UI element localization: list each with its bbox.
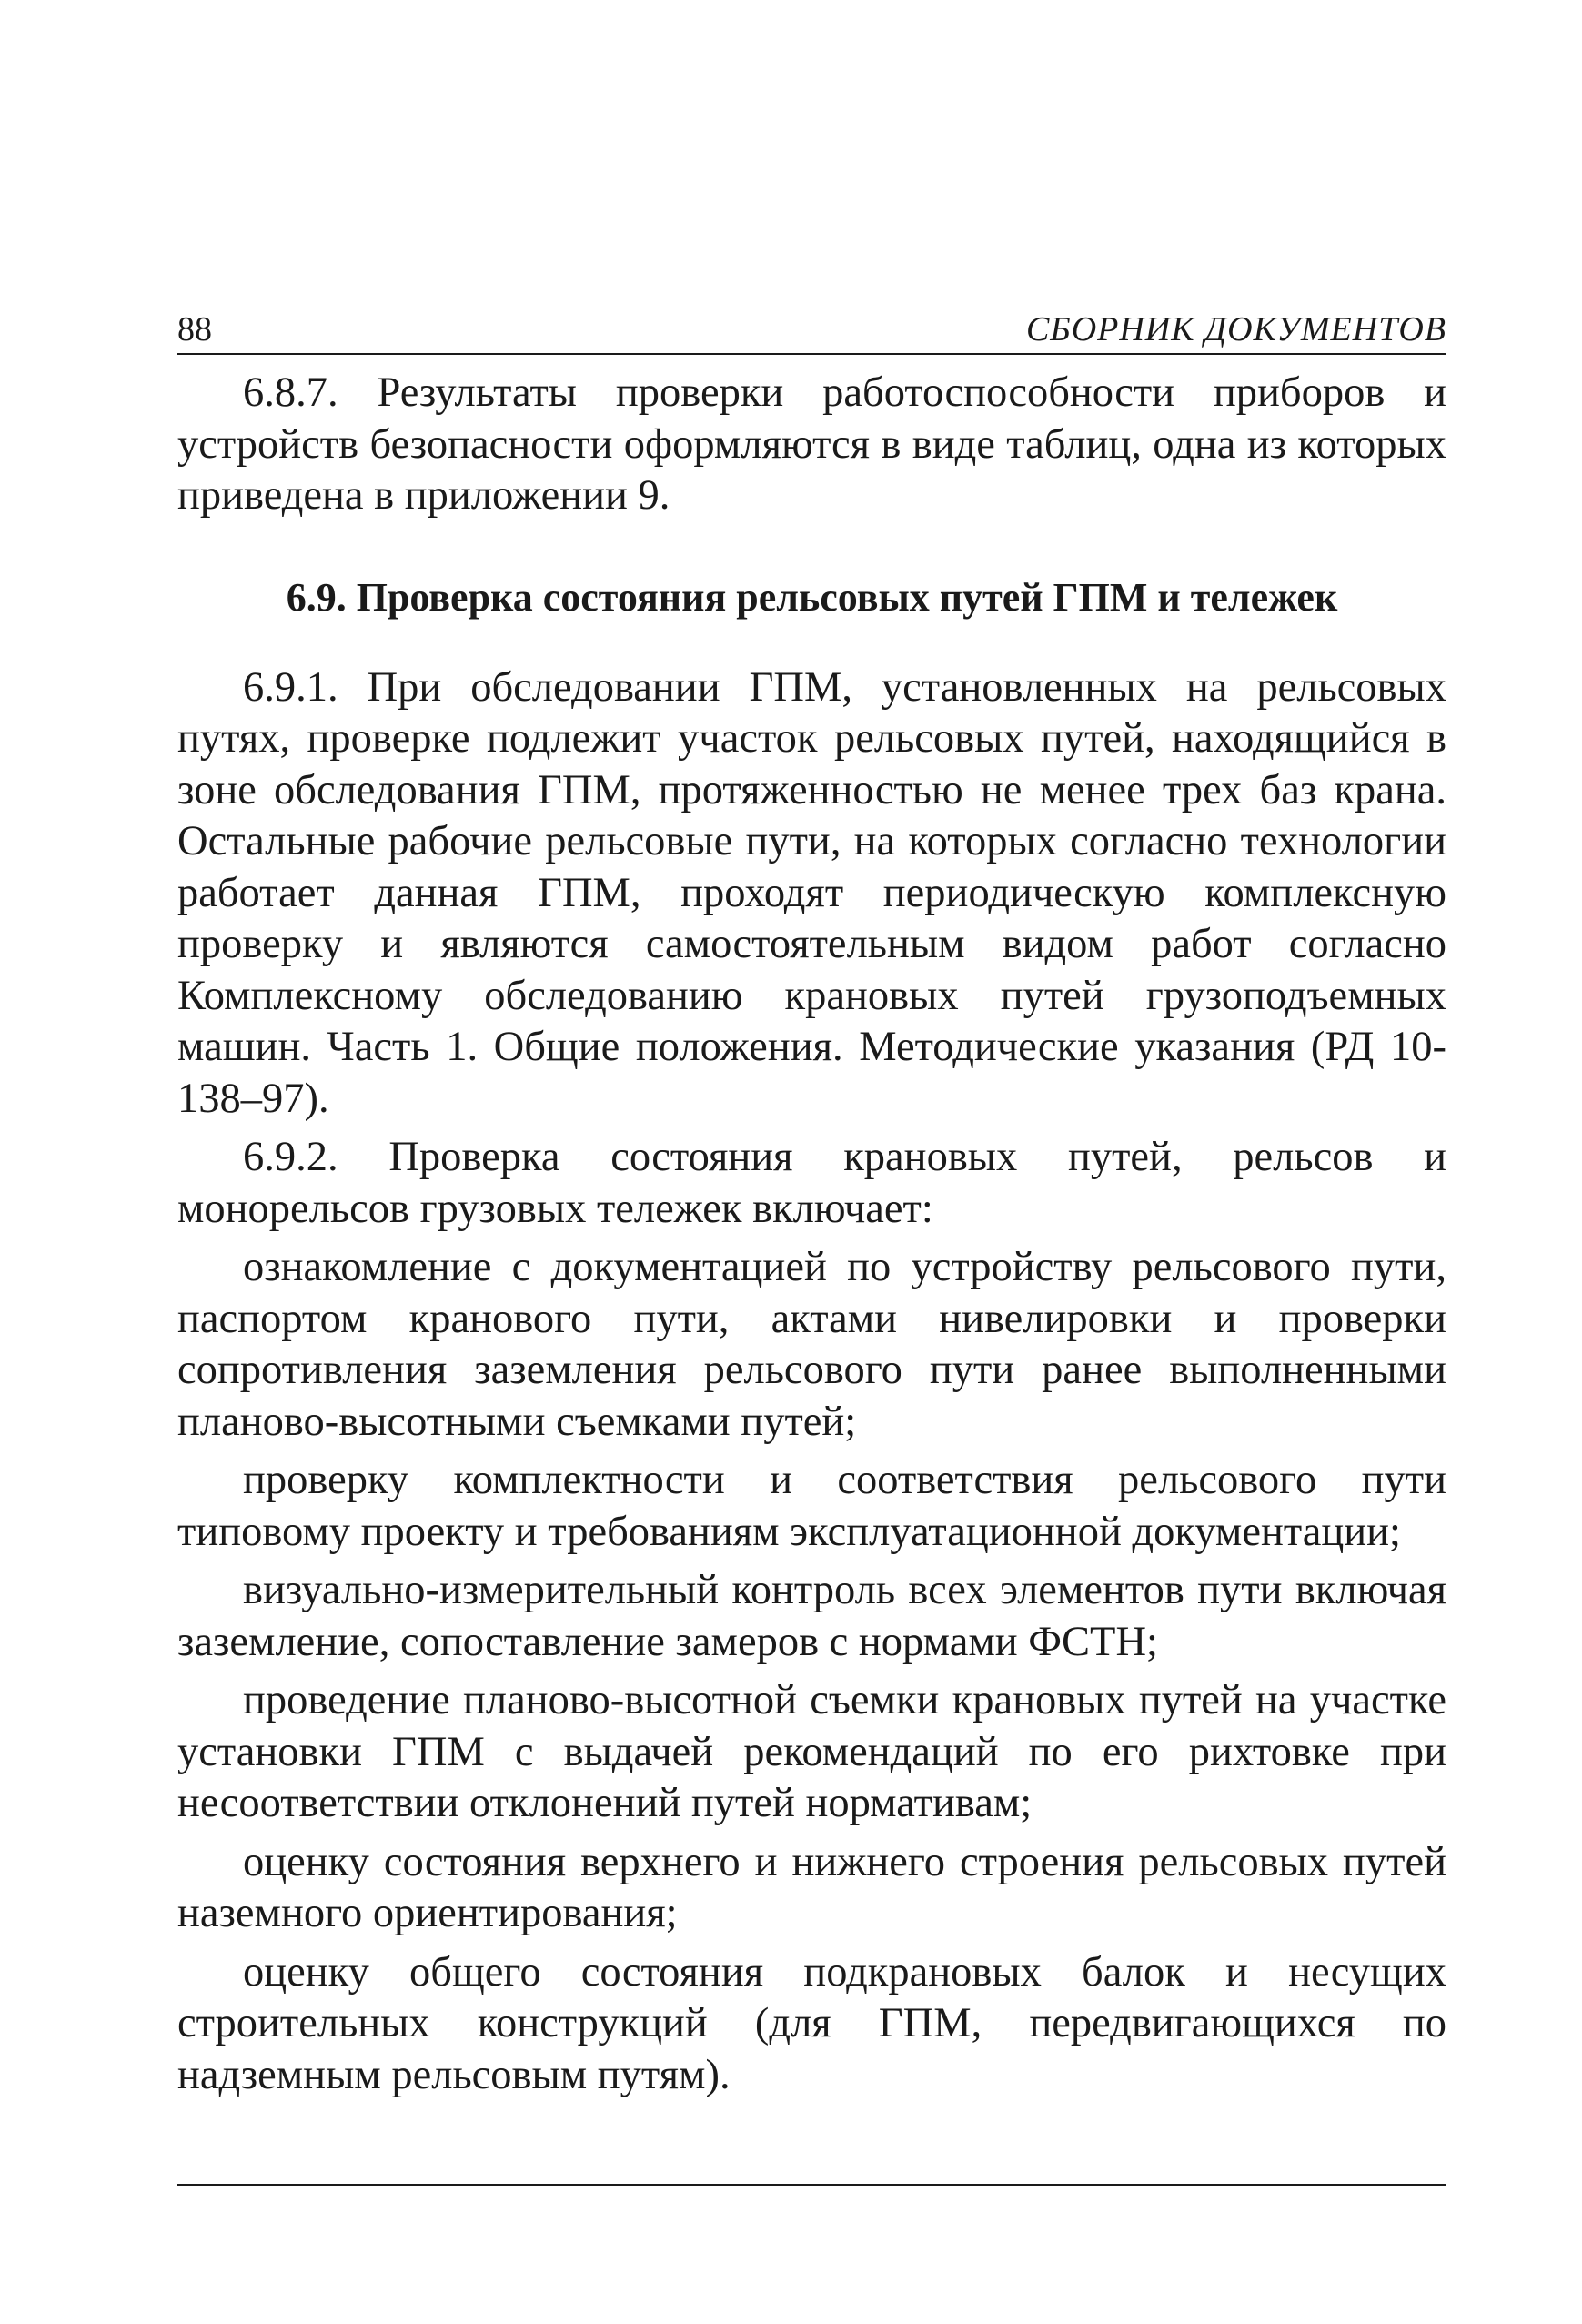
collection-title: СБОРНИК ДОКУМЕНТОВ (1025, 310, 1446, 349)
list-item: оценку состояния верхнего и нижнего строения рельсовых путей наземного ориентирования; (177, 1838, 1446, 1936)
paragraph-6-9-2: 6.9.2. Проверка состояния крановых путей, рельсов и монорельсов грузовых тележек включает: (177, 1134, 1446, 1232)
list-item: проверку комплектности и соответствия рельсового пути типовому проекту и требованиям эксплуатационной документации; (177, 1457, 1446, 1555)
section-heading-6-9: 6.9. Проверка состояния рельсовых путей ГПМ и тележек (286, 574, 1338, 620)
footer-rule (177, 2184, 1446, 2186)
document-page (177, 309, 1446, 2108)
paragraph-6-8-7: 6.8.7. Результаты проверки работоспособности приборов и устройств безопасности оформляются в виде таблиц, одна из которых приведена в приложении 9. (177, 369, 1446, 519)
body-text (177, 368, 1446, 2101)
list-item: ознакомление с документацией по устройству рельсового пути, паспортом кранового пути, актами нивелировки и проверки сопротивления заземления рельсового пути ранее выполненными планово-высотными съемками путей; (177, 1244, 1446, 1445)
list-item: оценку общего состояния подкрановых балок и несущих строительных конструкций (для ГПМ, передвигающихся по надземным рельсовым путям). (177, 1948, 1446, 2098)
running-header (177, 309, 1446, 355)
list-item: проведение планово-высотной съемки крановых путей на участке установки ГПМ с выдачей рекомендаций по его рихтовке при несоответствии отклонений путей нормативам; (177, 1677, 1446, 1826)
list-item: визуально-измерительный контроль всех элементов пути включая заземление, сопоставление замеров с нормами ФСТН; (177, 1567, 1446, 1665)
page-number: 88 (177, 310, 212, 349)
paragraph-6-9-1: 6.9.1. При обследовании ГПМ, установленных на рельсовых путях, проверке подлежит участок рельсовых путей, находящийся в зоне обследования ГПМ, протяженностью не менее трех баз крана. Остальные рабочие рельсовые пути, на которых согласно технологии работает данная ГПМ, проходят периодическую комплексную проверку и являются самостоятельным видом работ согласно Комплексному обследованию крановых путей грузоподъемных машин. Часть 1. Общие положения. Методические указания (РД 10-138–97). (177, 663, 1446, 1122)
